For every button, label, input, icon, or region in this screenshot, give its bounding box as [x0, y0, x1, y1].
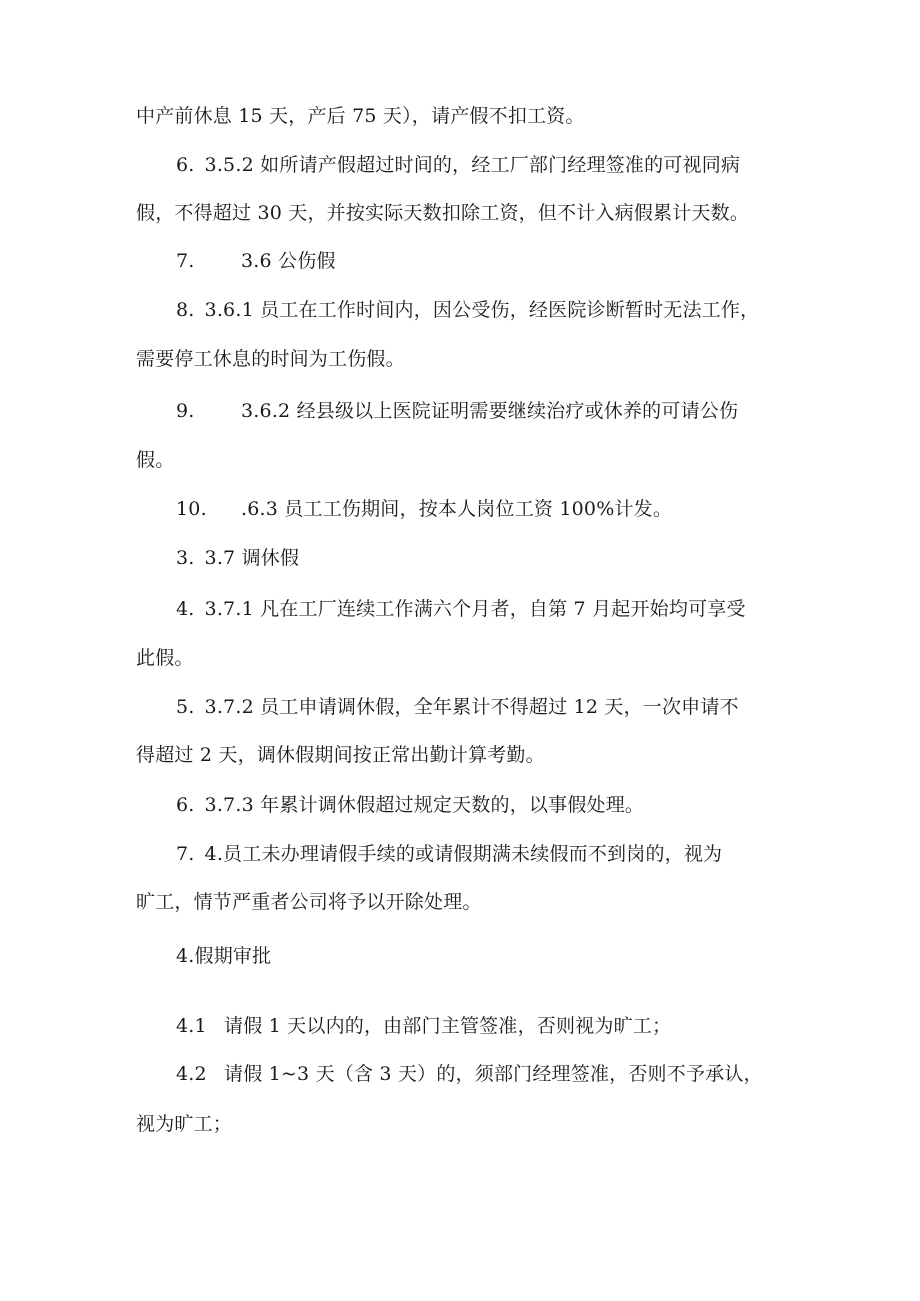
- line-text: 3.7 调休假: [204, 547, 300, 569]
- line-text: 4.员工未办理请假手续的或请假期满未续假而不到岗的，视为: [204, 843, 723, 865]
- list-number: 9.: [176, 400, 195, 422]
- text-line: [176, 546, 299, 570]
- line-text: 需要停工休息的时间为工伤假。: [136, 348, 405, 370]
- line-text: 4.假期审批: [176, 945, 272, 967]
- list-number: 6.: [176, 794, 195, 816]
- text-line: [136, 347, 405, 371]
- text-line: [176, 695, 739, 719]
- list-number: 5.: [176, 696, 195, 718]
- line-text: 假。: [136, 449, 175, 471]
- list-number: 10.: [176, 498, 207, 520]
- text-line: [136, 104, 585, 128]
- list-number: 7.: [176, 843, 195, 865]
- text-line: [176, 1014, 671, 1038]
- line-text: .6.3 员工工伤期间，按本人岗位工资 100%计发。: [241, 498, 673, 520]
- list-number: 4.2: [176, 1063, 207, 1085]
- text-line: [176, 249, 336, 273]
- text-line: [176, 793, 644, 817]
- text-line: [136, 201, 749, 225]
- line-text: 中产前休息 15 天，产后 75 天），请产假不扣工资。: [136, 105, 585, 127]
- text-line: [176, 597, 746, 621]
- line-text: 3.7.3 年累计调休假超过规定天数的，以事假处理。: [204, 794, 645, 816]
- line-text: 3.6 公伤假: [241, 250, 336, 272]
- text-line: [136, 890, 482, 914]
- text-line: [136, 448, 174, 472]
- line-text: 请假 1~3 天（含 3 天）的，须部门经理签准，否则不予承认，: [224, 1063, 763, 1085]
- list-number: 6.: [176, 154, 195, 176]
- line-text: 3.5.2 如所请产假超过时间的，经工厂部门经理签准的可视同病: [204, 154, 741, 176]
- line-text: 3.7.1 凡在工厂连续工作满六个月者，自第 7 月起开始均可享受: [204, 598, 746, 620]
- text-line: [176, 842, 722, 866]
- line-text: 此假。: [136, 647, 194, 669]
- line-text: 请假 1 天以内的，由部门主管签准，否则视为旷工；: [224, 1015, 672, 1037]
- section-heading: [176, 944, 271, 968]
- line-text: 视为旷工；: [136, 1113, 233, 1135]
- line-text: 得超过 2 天，调休假期间按正常出勤计算考勤。: [136, 744, 545, 766]
- text-line: [176, 153, 740, 177]
- text-line: [176, 497, 672, 521]
- line-text: 3.7.2 员工申请调休假，全年累计不得超过 12 天，一次申请不: [204, 696, 739, 718]
- text-line: [136, 743, 545, 767]
- list-number: 7.: [176, 250, 195, 272]
- list-number: 4.: [176, 598, 195, 620]
- text-line: [136, 646, 194, 670]
- line-text: 旷工，情节严重者公司将予以开除处理。: [136, 891, 482, 913]
- text-line: [176, 399, 738, 423]
- line-text: 3.6.1 员工在工作时间内，因公受伤，经医院诊断暂时无法工作，: [204, 299, 760, 321]
- text-line: [176, 298, 759, 322]
- text-line: [176, 1062, 763, 1086]
- list-number: 3.: [176, 547, 195, 569]
- list-number: 4.1: [176, 1015, 207, 1037]
- line-text: 3.6.2 经县级以上医院证明需要继续治疗或休养的可请公伤: [241, 400, 739, 422]
- list-number: 8.: [176, 299, 195, 321]
- line-text: 假，不得超过 30 天，并按实际天数扣除工资，但不计入病假累计天数。: [136, 202, 750, 224]
- text-line: [136, 1112, 232, 1136]
